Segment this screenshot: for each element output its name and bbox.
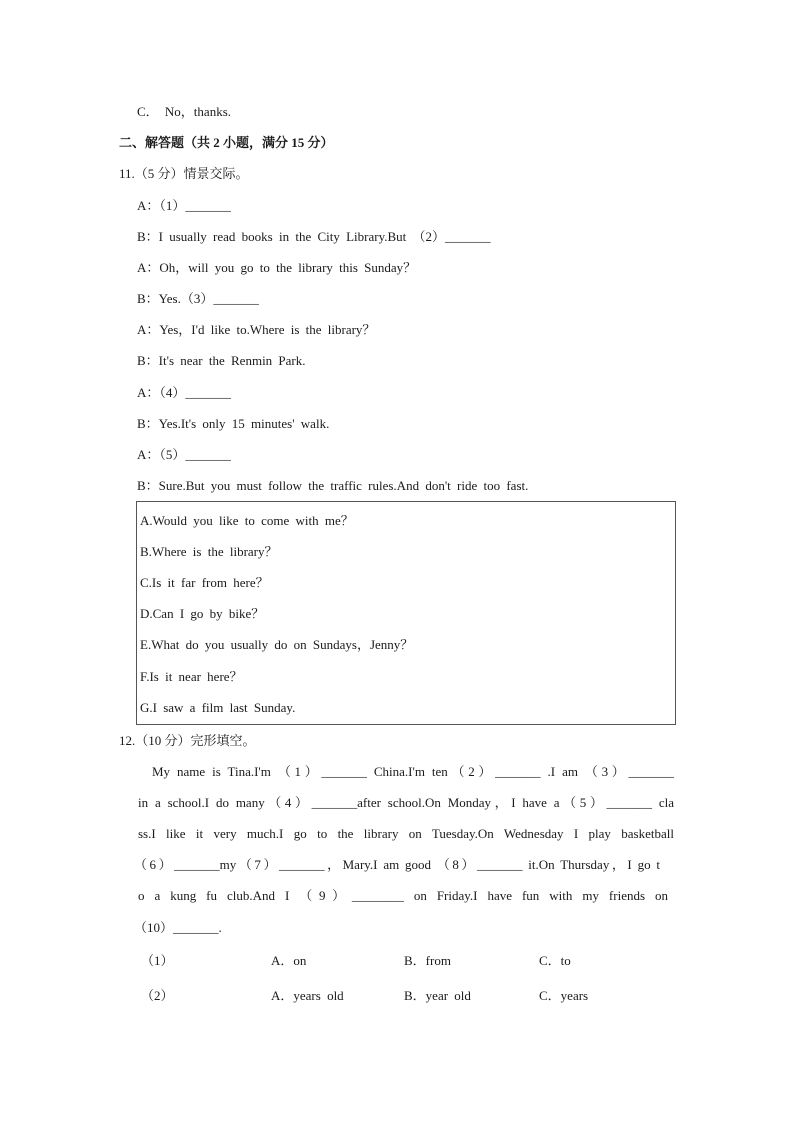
- option-b: B．year old: [404, 988, 471, 1003]
- option-c: C．to: [539, 953, 571, 968]
- choice-g: G.I saw a film last Sunday.: [140, 700, 296, 715]
- choice-a: A.Would you like to come with me？: [140, 513, 354, 528]
- dialogue-line: A：Yes，I'd like to.Where is the library？: [137, 322, 376, 337]
- question-12-title: 12.（10 分）完形填空。: [119, 733, 256, 748]
- dialogue-line: B：Yes.It's only 15 minutes' walk.: [137, 416, 330, 431]
- dialogue-line: A：（4）_______: [137, 385, 231, 400]
- section-title: 二、解答题（共 2 小题，满分 15 分）: [119, 135, 334, 150]
- passage-line: （10）_______.: [134, 920, 222, 935]
- passage-line: in a school.I do many（4）_______after school.On Monday，I have a（5）_______ cla: [138, 795, 674, 810]
- dialogue-line: B：It's near the Renmin Park.: [137, 353, 306, 368]
- question-11-title: 11.（5 分）情景交际。: [119, 166, 249, 181]
- option-row-number: （2）: [141, 988, 174, 1003]
- dialogue-line: B：Sure.But you must follow the traffic rules.And don't ride too fast.: [137, 478, 529, 493]
- dialogue-line: B：I usually read books in the City Library.But （2）_______: [137, 229, 491, 244]
- choice-f: F.Is it near here？: [140, 669, 243, 684]
- passage-line: （6）_______my（7）_______，Mary.I am good （8）_______ it.On Thursday，I go t: [134, 857, 660, 872]
- dialogue-line: A：（5）_______: [137, 447, 231, 462]
- passage-line: My name is Tina.I'm （1）_______ China.I'm ten（2）_______ .I am （3）_______: [152, 764, 674, 779]
- dialogue-line: A：（1）_______: [137, 198, 231, 213]
- option-b: B．from: [404, 953, 451, 968]
- dialogue-line: B：Yes.（3）_______: [137, 291, 259, 306]
- choice-e: E.What do you usually do on Sundays，Jenny？: [140, 637, 414, 652]
- option-row-number: （1）: [141, 953, 174, 968]
- choice-c: C.Is it far from here？: [140, 575, 269, 590]
- choice-b: B.Where is the library？: [140, 544, 278, 559]
- choice-d: D.Can I go by bike？: [140, 606, 265, 621]
- choices-box: [136, 501, 676, 725]
- option-a: A．years old: [271, 988, 344, 1003]
- passage-line: ss.I like it very much.I go to the library on Tuesday.On Wednesday I play basketball: [138, 826, 674, 841]
- option-a: A．on: [271, 953, 307, 968]
- dialogue-line: A：Oh，will you go to the library this Sunday？: [137, 260, 417, 275]
- passage-line: o a kung fu club.And I （9）________ on Friday.I have fun with my friends on: [138, 888, 668, 903]
- option-c: C．years: [539, 988, 589, 1003]
- previous-option-c: C． No，thanks.: [137, 104, 232, 119]
